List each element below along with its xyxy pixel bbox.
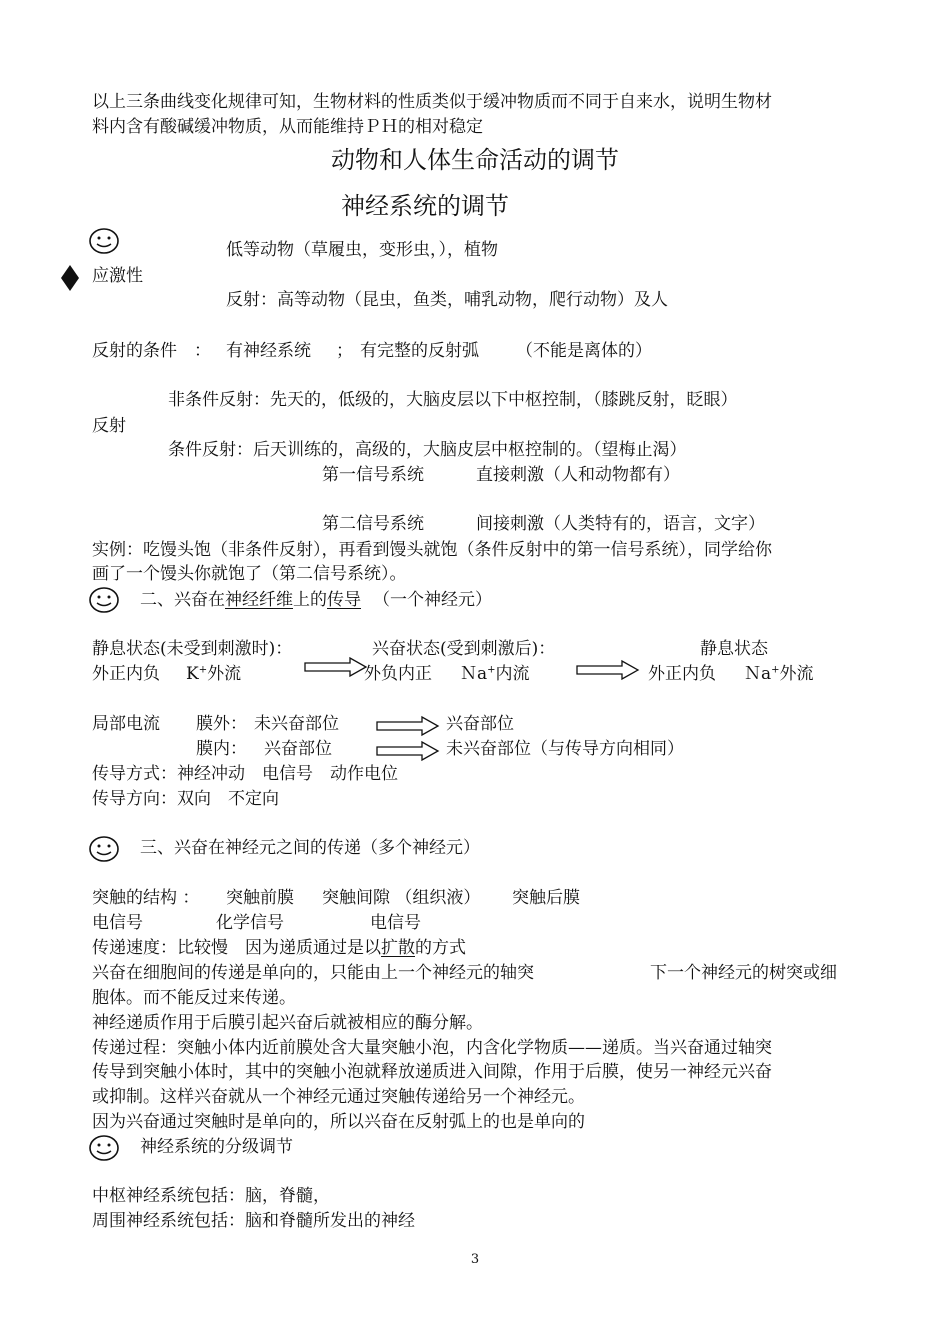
intro-line-2: 料内含有酸碱缓冲物质，从而能维持ＰＨ的相对稳定 (92, 117, 483, 137)
membrane-outer-to: 兴奋部位 (446, 714, 514, 734)
ion-flow-direction: 外流 (207, 664, 242, 684)
reflex-label: 反射 (92, 416, 126, 436)
one-way-line-1-right: 下一个神经元的树突或细 (650, 963, 837, 983)
rest-state-1-label: 静息状态(未受到刺激时)： (92, 639, 293, 659)
black-diamond-icon (60, 264, 80, 292)
rest-2-ion-flow (744, 664, 814, 684)
section-2-underlined-1: 神经纤维 (225, 590, 293, 610)
membrane-inner-from: 兴奋部位 (264, 739, 332, 759)
rest-2-potential: 外正内负 (648, 664, 716, 684)
presynaptic-membrane: 突触前膜 (226, 888, 294, 908)
conditioned-reflex: 条件反射：后天训练的，高级的，大脑皮层中枢控制的。（望梅止渴） (168, 440, 687, 460)
speed-underlined: 扩散 (381, 938, 415, 958)
reflex-condition-2: 有完整的反射弧 (360, 341, 479, 361)
irritability-low-animals: 低等动物（草履虫，变形虫，），植物 (226, 240, 498, 260)
example-line-1: 实例：吃馒头饱（非条件反射），再看到馒头就饱（条件反射中的第一信号系统），同学给你 (92, 540, 772, 560)
speed-prefix: 传递速度：比较慢 因为递质通过是以 (92, 938, 381, 958)
synapse-structure-label: 突触的结构 ： (92, 888, 200, 908)
irritability-reflex: 反射：高等动物（昆虫，鱼类，哺乳动物，爬行动物）及人 (226, 290, 668, 310)
main-title: 动物和人体生命活动的调节 (331, 146, 619, 174)
intro-line-1: 以上三条曲线变化规律可知，生物材料的性质类似于缓冲物质而不同于自来水，说明生物材 (92, 92, 772, 112)
conduction-direction: 传导方向：双向 不定向 (92, 789, 279, 809)
transmission-process-2: 传导到突触小体时，其中的突触小泡就释放递质进入间隙，作用于后膜，使另一神经元兴奋 (92, 1062, 772, 1082)
excited-state-label: 兴奋状态(受到刺激后)： (372, 639, 556, 659)
section-4-heading: 神经系统的分级调节 (140, 1137, 293, 1157)
ion-symbol: K (186, 664, 199, 684)
ion-symbol: Ｎa (744, 664, 772, 684)
excited-potential: 外负内正 (364, 664, 432, 684)
page-number: 3 (470, 1252, 480, 1267)
ion-flow-direction: 外流 (779, 664, 814, 684)
peripheral-nervous-system: 周围神经系统包括：脑和脊髓所发出的神经 (92, 1211, 415, 1231)
smiley-face-icon (88, 835, 120, 863)
section-2-suffix: （一个神经元） (373, 590, 492, 610)
ion-charge: + (487, 664, 496, 676)
reflex-condition-note: （不能是离体的） (516, 341, 652, 361)
one-way-conclusion: 因为兴奋通过突触时是单向的，所以兴奋在反射弧上的也是单向的 (92, 1112, 585, 1132)
second-signal-system: 第二信号系统 (322, 514, 424, 534)
postsynaptic-membrane: 突触后膜 (512, 888, 580, 908)
rest-state-2-label: 静息状态 (700, 639, 768, 659)
irritability-label: 应激性 (92, 266, 143, 286)
unconditioned-reflex: 非条件反射：先天的，低级的，大脑皮层以下中枢控制，（膝跳反射，眨眼） (168, 390, 738, 410)
first-signal-desc: 直接刺激（人和动物都有） (476, 465, 680, 485)
ion-flow-direction: 内流 (495, 664, 530, 684)
speed-suffix: 的方式 (415, 938, 466, 958)
reflex-condition-sep: ； (336, 341, 353, 361)
synaptic-cleft: 突触间隙 （组织液） (322, 888, 481, 908)
one-way-line-1-left: 兴奋在细胞间的传递是单向的，只能由上一个神经元的轴突 (92, 963, 534, 983)
section-2-prefix: 二、兴奋在 (140, 590, 225, 610)
reflex-condition-1: 有神经系统 (226, 341, 311, 361)
reflex-condition-label: 反射的条件 ： (92, 341, 211, 361)
rest-1-ion-flow (186, 664, 241, 684)
transmission-speed (92, 938, 466, 958)
membrane-inner-label: 膜内： (196, 739, 247, 759)
hollow-right-arrow-icon (376, 740, 440, 762)
first-signal-system: 第一信号系统 (322, 465, 424, 485)
example-line-2: 画了一个馒头你就饱了（第二信号系统）。 (92, 564, 407, 584)
membrane-outer-label: 膜外： (196, 714, 247, 734)
neurotransmitter-decompose: 神经递质作用于后膜引起兴奋后就被相应的酶分解。 (92, 1013, 483, 1033)
ion-charge: + (771, 664, 780, 676)
membrane-outer-from: 未兴奋部位 (254, 714, 339, 734)
smiley-face-icon (88, 586, 120, 614)
signal-electric-1: 电信号 (92, 913, 143, 933)
section-2-mid: 上的 (293, 590, 327, 610)
smiley-face-icon (88, 227, 120, 255)
sub-title: 神经系统的调节 (341, 192, 509, 220)
membrane-inner-to: 未兴奋部位（与传导方向相同） (446, 739, 684, 759)
section-2-underlined-2: 传导 (327, 590, 361, 610)
signal-chemical: 化学信号 (216, 913, 284, 933)
local-current-label: 局部电流 (92, 714, 160, 734)
conduction-mode: 传导方式：神经冲动 电信号 动作电位 (92, 764, 398, 784)
hollow-right-arrow-icon (576, 659, 640, 681)
hollow-right-arrow-icon (376, 715, 440, 737)
section-2-heading (140, 590, 492, 610)
signal-electric-2: 电信号 (370, 913, 421, 933)
rest-1-potential: 外正内负 (92, 664, 160, 684)
smiley-face-icon (88, 1134, 120, 1162)
transmission-process-1: 传递过程：突触小体内近前膜处含大量突触小泡，内含化学物质——递质。当兴奋通过轴突 (92, 1038, 772, 1058)
transmission-process-3: 或抑制。这样兴奋就从一个神经元通过突触传递给另一个神经元。 (92, 1087, 585, 1107)
hollow-right-arrow-icon (304, 656, 368, 678)
ion-charge: + (198, 664, 208, 676)
section-3-heading: 三、兴奋在神经元之间的传递（多个神经元） (140, 838, 480, 858)
excited-ion-flow (460, 664, 530, 684)
one-way-line-2: 胞体。而不能反过来传递。 (92, 988, 296, 1008)
ion-symbol: Ｎa (460, 664, 488, 684)
second-signal-desc: 间接刺激（人类特有的，语言，文字） (476, 514, 765, 534)
central-nervous-system: 中枢神经系统包括：脑，脊髓， (92, 1186, 330, 1206)
